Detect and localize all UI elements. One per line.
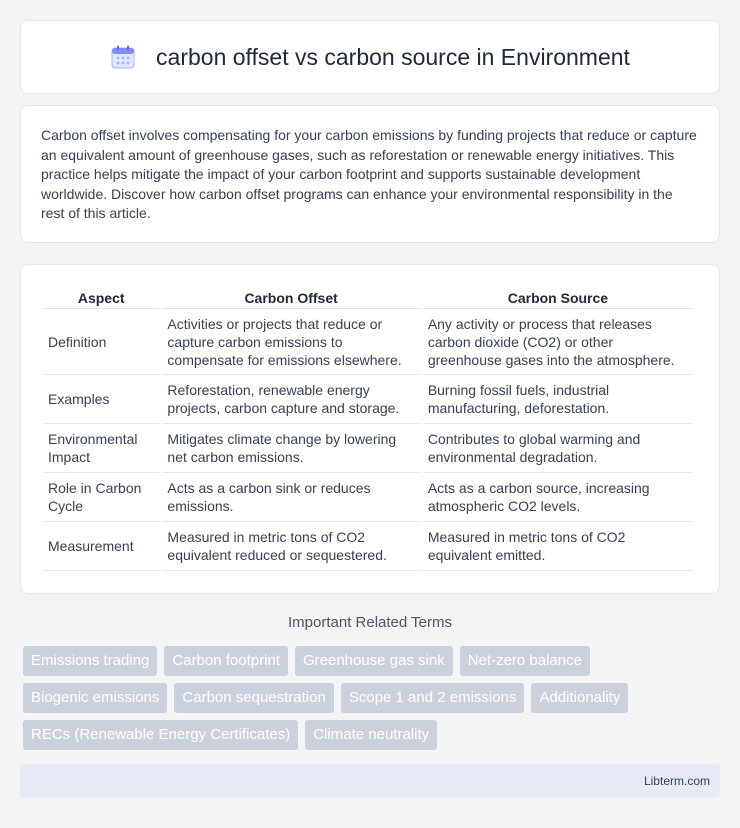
table-cell-offset: Mitigates climate change by lowering net carbon emissions. (162, 424, 419, 473)
intro-card (20, 105, 720, 243)
table-cell-source: Any activity or process that releases carbon dioxide (CO2) or other greenhouse gases into the atmosphere. (423, 309, 693, 375)
comparison-card (20, 264, 720, 594)
table-cell-source: Acts as a carbon source, increasing atmospheric CO2 levels. (423, 473, 693, 522)
table-cell-source: Measured in metric tons of CO2 equivalent emitted. (423, 522, 693, 571)
table-cell-aspect: Environmental Impact (43, 424, 159, 473)
table-cell-offset: Activities or projects that reduce or capture carbon emissions to compensate for emissions elsewhere. (162, 309, 419, 375)
related-terms-heading: Important Related Terms (288, 614, 452, 631)
tag-scope-emissions[interactable]: Scope 1 and 2 emissions (341, 683, 525, 713)
tag-recs[interactable]: RECs (Renewable Energy Certificates) (23, 720, 298, 750)
table-cell-offset: Reforestation, renewable energy projects, carbon capture and storage. (162, 375, 419, 424)
table-cell-aspect: Measurement (43, 522, 159, 571)
table-row (43, 522, 693, 571)
tag-row (23, 646, 723, 676)
comparison-table (40, 285, 696, 571)
header-carbon-offset: Carbon Offset (162, 285, 419, 309)
title-card (20, 20, 720, 94)
page-title: carbon offset vs carbon source in Environment (156, 43, 630, 70)
tag-climate-neutrality[interactable]: Climate neutrality (305, 720, 437, 750)
tag-emissions-trading[interactable]: Emissions trading (23, 646, 157, 676)
table-row (43, 424, 693, 473)
table-cell-aspect: Definition (43, 309, 159, 375)
calendar-icon (110, 44, 136, 70)
footer-site-name[interactable]: Libterm.com (643, 774, 710, 788)
tag-row (23, 683, 723, 713)
footer (20, 764, 720, 798)
tag-net-zero-balance[interactable]: Net-zero balance (460, 646, 590, 676)
tag-row (23, 720, 723, 750)
header-carbon-source: Carbon Source (423, 285, 693, 309)
tag-additionality[interactable]: Additionality (531, 683, 628, 713)
table-cell-aspect: Examples (43, 375, 159, 424)
table-row (43, 473, 693, 522)
tag-carbon-sequestration[interactable]: Carbon sequestration (174, 683, 333, 713)
table-header-row (43, 285, 693, 309)
table-row (43, 309, 693, 375)
table-cell-offset: Acts as a carbon sink or reduces emissions. (162, 473, 419, 522)
table-cell-aspect: Role in Carbon Cycle (43, 473, 159, 522)
intro-text: Carbon offset involves compensating for your carbon emissions by funding projects that reduce or capture an equivalent amount of greenhouse gases, such as reforestation or renewable energy initiatives. This practice helps mitigate the impact of your carbon footprint and supports sustainable development worldwide. Discover how carbon offset programs can enhance your environmental responsibility in the rest of this article. (41, 127, 697, 221)
related-terms-list (23, 646, 723, 757)
tag-greenhouse-gas-sink[interactable]: Greenhouse gas sink (295, 646, 453, 676)
header-aspect: Aspect (43, 285, 159, 309)
table-cell-source: Contributes to global warming and environmental degradation. (423, 424, 693, 473)
table-row (43, 375, 693, 424)
table-cell-offset: Measured in metric tons of CO2 equivalent reduced or sequestered. (162, 522, 419, 571)
table-cell-source: Burning fossil fuels, industrial manufacturing, deforestation. (423, 375, 693, 424)
tag-carbon-footprint[interactable]: Carbon footprint (164, 646, 288, 676)
tag-biogenic-emissions[interactable]: Biogenic emissions (23, 683, 167, 713)
